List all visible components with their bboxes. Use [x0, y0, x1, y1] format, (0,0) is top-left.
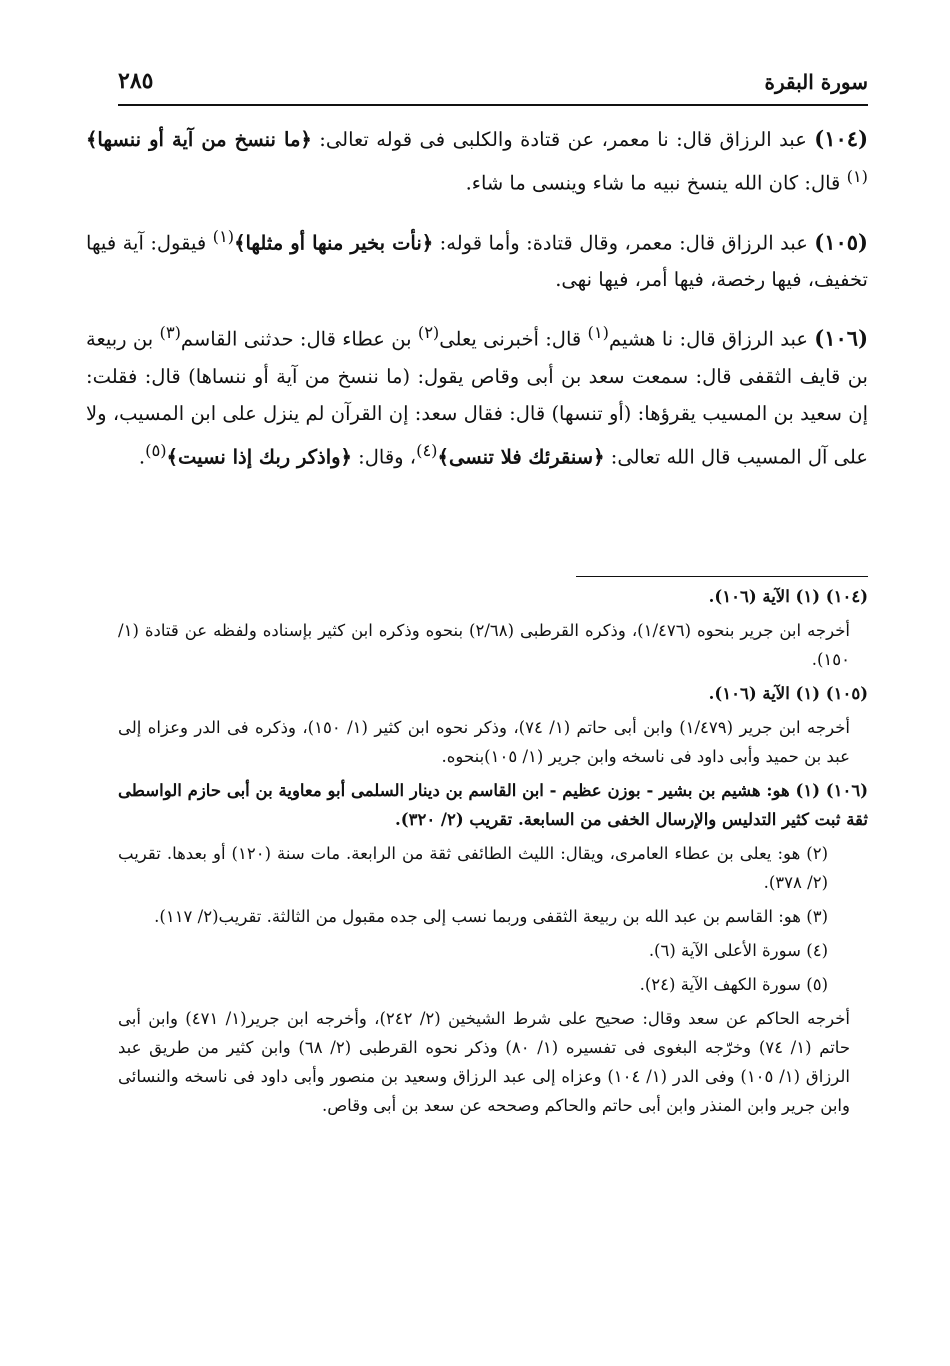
entry-text: عبد الرزاق قال: معمر، وقال قتادة: وأما قوله:: [433, 231, 815, 254]
footnote: (٢) هو: يعلى بن عطاء العامرى، ويقال: الليث الطائفى ثقة من الرابعة. مات سنة (١٢٠) أو بعدها. تقريب (٢/ ٣٧٨).: [118, 844, 829, 892]
footnote-ref: (٣): [159, 323, 181, 342]
footnote: (١٠٤) (١) الآية (١٠٦).: [708, 587, 868, 606]
page-header: [118, 64, 868, 106]
footnote: (١٠٦) (١) هو: هشيم بن بشير - بوزن عظيم - ابن القاسم بن دينار السلمى أبو معاوية بن أبى حازم الواسطى ثقة ثبت كثير التدليس والإرسال الخفى من السابعة. تقريب (٢/ ٣٢٠).: [118, 781, 869, 829]
entry-text: قال: كان الله ينسخ نبيه ما شاء وينسى ما شاء.: [465, 171, 847, 195]
footnote: (٥) سورة الكهف الآية (٢٤).: [639, 975, 828, 994]
entry-104: [86, 120, 868, 202]
footnote-ref: (١): [846, 167, 868, 186]
quran-verse: ﴿ما ننسخ من آية أو ننسها﴾: [86, 128, 312, 151]
quran-verse: ﴿سنقرئك فلا تنسى﴾: [437, 445, 605, 468]
footnote: (٤) سورة الأعلى الآية (٦).: [648, 941, 828, 960]
entry-number: (١٠٦): [814, 325, 869, 351]
quran-verse: ﴿نأت بخير منها أو مثلها﴾: [234, 231, 434, 254]
entry-number: (١٠٤): [814, 126, 868, 151]
footnote: أخرجه الحاكم عن سعد وقال: صحيح على شرط الشيخين (٢/ ٢٤٢)، وأخرجه ابن جرير(١/ ٤٧١) وابن أبى حاتم (١/ ٧٤) وخرّجه البغوى فى تفسيره (١/ ٨٠) وذكر نحوه القرطبى (٢/ ٦٨) وابن كثير من طريق عبد الرزاق (١/ ١٠٥) وفى الدر (١/ ١٠٤) وعزاه إلى عبد الرزاق وسعيد بن منصور وأبى داود فى ناسخه والنسائى وابن جرير وابن المنذر وابن أبى حاتم والحاكم وصححه عن سعد بن أبى وقاص.: [118, 1009, 851, 1115]
footnotes: [118, 582, 868, 1125]
footnote-ref: (١): [587, 323, 609, 342]
entry-text: بن عطاء قال: حدثنى القاسم: [180, 327, 418, 351]
entry-106: [86, 314, 868, 475]
quran-verse: ﴿واذكر ربك إذا نسيت﴾: [166, 445, 352, 468]
entry-text: ، وقال:: [351, 445, 417, 468]
header-rule: [118, 104, 868, 106]
footnote: (٣) هو: القاسم بن عبد الله بن ربيعة الثقفى وربما نسب إلى جده مقبول من الثالثة. تقريب(٢/ ١١٧).: [154, 907, 828, 926]
entry-text: بن ربيعة بن قايف الثقفى قال: سمعت سعد بن أبى وقاص يقول: (ما ننسخ من آية أو ننساها) قال: فقلت: إن سعيد بن المسيب يقرؤها: (أو تنسها) قال: فقال سعد: إن القرآن لم ينزل على ابن المسيب، ولا على آل المسيب قال الله تعالى:: [86, 327, 868, 468]
entry-105: [86, 218, 868, 299]
footnote-ref: (٤): [416, 440, 438, 460]
footnote-ref: (٥): [145, 440, 167, 460]
footnotes-rule: [576, 576, 868, 577]
entry-number: (١٠٥): [814, 229, 868, 254]
entry-text: فيقول: آية فيها تخفيف، فيها رخصة، فيها أمر، فيها نهى.: [86, 231, 868, 291]
main-text: [86, 120, 868, 491]
entry-text: عبد الرزاق قال: نا هشيم: [608, 327, 815, 351]
entry-text: .: [138, 445, 146, 468]
footnote: أخرجه ابن جرير بنحوه (١/٤٧٦)، وذكره القرطبى (٢/٦٨) بنحوه وذكره ابن كثير بإسناده ولفظه عن قتادة (١/ ١٥٠).: [118, 621, 851, 669]
page-number: ٢٨٥: [118, 68, 154, 94]
footnote: أخرجه ابن جرير (١/٤٧٩) وابن أبى حاتم (١/ ٧٤)، وذكر نحوه ابن كثير (١/ ١٥٠)، وذكره فى الدر وعزاه إلى عبد بن حميد وأبى داود فى ناسخه وابن جرير (١/ ١٠٥)بنحوه.: [118, 718, 850, 766]
entry-text: قال: أخبرنى يعلى: [439, 327, 588, 351]
entry-text: عبد الرزاق قال: نا معمر، عن قتادة والكلبى فى قوله تعالى:: [311, 128, 815, 151]
footnote-ref: (٢): [417, 323, 440, 342]
footnote: (١٠٥) (١) الآية (١٠٦).: [708, 684, 868, 703]
surah-title: سورة البقرة: [764, 70, 868, 94]
footnote-ref: (١): [212, 226, 235, 246]
